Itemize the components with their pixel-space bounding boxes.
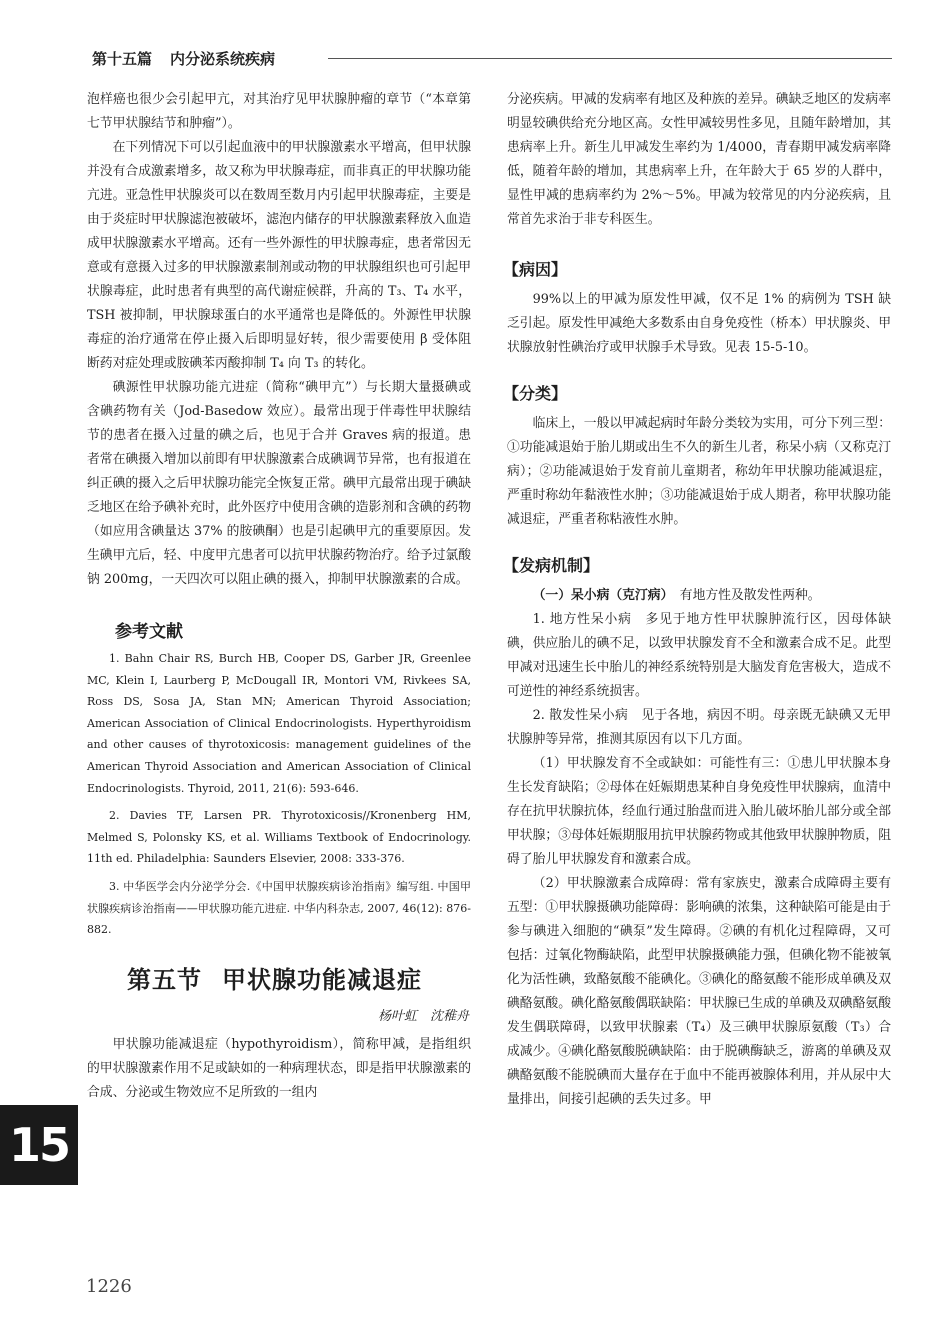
authors: 杨叶虹 沈稚舟 bbox=[377, 1008, 469, 1024]
paragraph: （1）甲状腺发育不全或缺如：可能性有三：①患儿甲状腺本身生长发育缺陷；②母体在妊娠期患某种自身免疫性甲状腺病，血清中存在抗甲状腺抗体，经血行通过胎盘而进入胎儿破坏胎儿部分或全部甲状腺；③母体妊娠期服用抗甲状腺药物或其他致甲状腺肿物质，阻碍了胎儿甲状腺发育和激素合成。 bbox=[507, 756, 891, 867]
header-rule bbox=[328, 58, 892, 59]
paragraph: （2）甲状腺激素合成障碍：常有家族史，激素合成障碍主要有五型：①甲状腺摄碘功能障碍：影响碘的浓集，这种缺陷可能是由于参与碘进入细胞的“碘泵”发生障碍。②碘的有机化过程障碍，又可包括：过氧化物酶缺陷，此型甲状腺摄碘能力强，但碘化物不能被氧化为活性碘，致酪氨酸不能碘化。③碘化的酪氨酸不能形成单碘及双碘酪氨酸。碘化酪氨酸偶联缺陷：甲状腺已生成的单碘及双碘酪氨酸发生偶联障碍，以致甲状腺素（T₄）及三碘甲状腺原氨酸（T₃）合成减少。④碘化酪氨酸脱碘缺陷：由于脱碘酶缺乏，游离的单碘及双碘酪氨酸不能脱碘而大量存在于血中不能再被腺体利用，并从尿中大量排出，间接引起碘的丢失过多。甲 bbox=[507, 876, 891, 1107]
reference-item: 3. 中华医学会内分泌学分会.《中国甲状腺疾病诊治指南》编写组. 中国甲状腺疾病诊治指南——甲状腺功能亢进症. 中华内科杂志, 2007, 46(12): 876-882. bbox=[87, 879, 471, 937]
chapter-tab: 15 bbox=[0, 1105, 78, 1185]
page-number: 1226 bbox=[86, 1276, 132, 1297]
header-title bbox=[92, 48, 275, 69]
paragraph: 甲状腺功能减退症（hypothyroidism），简称甲减，是指组织的甲状腺激素作用不足或缺如的一种病理状态，即是指甲状腺激素的合成、分泌或生物效应不足所致的一组内 bbox=[87, 1036, 471, 1100]
paragraph: 1. 地方性呆小病 多见于地方性甲状腺肿流行区，因母体缺碘，供应胎儿的碘不足，以致甲状腺发育不全和激素合成不足。此型甲减对迅速生长中胎儿的神经系统特别是大脑发育危害极大，造成不可逆性的神经系统损害。 bbox=[507, 612, 891, 699]
heading-etiology: 【病因】 bbox=[503, 260, 568, 279]
references-heading: 参考文献 bbox=[115, 622, 183, 642]
paragraph: 临床上，一般以甲减起病时年龄分类较为实用，可分下列三型：①功能减退始于胎儿期或出生不久的新生儿者，称呆小病（又称克汀病）；②功能减退始于发育前儿童期者，称幼年甲状腺功能减退症，严重时称幼年黏液性水肿；③功能减退始于成人期者，称甲状腺功能减退症，严重者称粘液性水肿。 bbox=[507, 416, 891, 527]
heading-classification: 【分类】 bbox=[503, 384, 568, 403]
section-name: 甲状腺功能减退症 bbox=[222, 964, 422, 994]
subheading-paragraph bbox=[507, 584, 891, 608]
left-column bbox=[87, 88, 471, 1105]
subheading-text: 有地方性及散发性两种。 bbox=[666, 588, 821, 603]
header-book-title: 内分泌系统疾病 bbox=[170, 50, 276, 68]
paragraph: 泡样癌也很少会引起甲亢，对其治疗见甲状腺肿瘤的章节（“本章第七节甲状腺结节和肿瘤”）。 bbox=[87, 92, 471, 131]
paragraph: 在下列情况下可以引起血液中的甲状腺激素水平增高，但甲状腺并没有合成激素增多，故又称为甲状腺毒症，而非真正的甲状腺功能亢进。亚急性甲状腺炎可以在数周至数月内引起甲状腺毒症，主要是由于炎症时甲状腺滤泡被破坏，滤泡内储存的甲状腺激素释放入血造成甲状腺激素水平增高。还有一些外源性的甲状腺毒症，患者常因无意或有意摄入过多的甲状腺激素制剂或动物的甲状腺组织也可引起甲状腺毒症，此时患者有典型的高代谢症候群，升高的 T₃、T₄ 水平，TSH 被抑制，甲状腺球蛋白的水平通常也是降低的。外源性甲状腺毒症的治疗通常在停止摄入后即明显好转，很少需要使用 β 受体阻断药对症处理或胺碘苯丙酸抑制 T₄ 向 T₃ 的转化。 bbox=[87, 140, 471, 371]
paragraph: 2. 散发性呆小病 见于各地，病因不明。母亲既无缺碘又无甲状腺肿等异常，推测其原因有以下几方面。 bbox=[507, 708, 891, 747]
paragraph: 碘源性甲状腺功能亢进症（简称“碘甲亢”）与长期大量摄碘或含碘药物有关（Jod-Basedow 效应）。最常出现于伴毒性甲状腺结节的患者在摄入过量的碘之后，也见于合并 Graves 病的报道。患者常在碘摄入增加以前即有甲状腺激素合成碘调节异常，也有报道在纠正碘的摄入之后甲状腺功能完全恢复正常。碘甲亢最常出现于碘缺乏地区在给予碘补充时，此外医疗中使用含碘的造影剂和含碘的药物（如应用含碘量达 37% 的胺碘酮）也是引起碘甲亢的重要原因。发生碘甲亢后，轻、中度甲亢患者可以抗甲状腺药物治疗。给予过氯酸钠 200mg，一天四次可以阻止碘的摄入，抑制甲状腺激素的合成。 bbox=[87, 380, 471, 587]
right-column bbox=[503, 88, 891, 1112]
paragraph: 分泌疾病。甲减的发病率有地区及种族的差异。碘缺乏地区的发病率明显较碘供给充分地区高。女性甲减较男性多见，且随年龄增加，其患病率上升。新生儿甲减发生率约为 1/4000，青春期甲减发病率降低，随着年龄的增加，其患病率上升，在年龄大于 65 岁的人群中，显性甲减的患病率约为 2%～5%。甲减为较常见的内分泌疾病，且常首先求治于非专科医生。 bbox=[507, 92, 891, 227]
section-number: 第五节 bbox=[127, 964, 202, 994]
running-header bbox=[92, 34, 892, 74]
section-title bbox=[127, 963, 471, 997]
subheading: （一）呆小病（克汀病） bbox=[532, 588, 667, 603]
reference-item: 2. Davies TF, Larsen PR. Thyrotoxicosis//Kronenberg HM, Melmed S, Polonsky KS, et al. Williams Textbook of Endocrinology. 11th ed. Philadelphia: Saunders Elsevier, 2008: 333-376. bbox=[87, 809, 471, 866]
paragraph: 99%以上的甲减为原发性甲减，仅不足 1% 的病例为 TSH 缺乏引起。原发性甲减绝大多数系由自身免疫性（桥本）甲状腺炎、甲状腺放射性碘治疗或甲状腺手术导致。见表 15-5-10。 bbox=[507, 292, 891, 355]
reference-item: 1. Bahn Chair RS, Burch HB, Cooper DS, Garber JR, Greenlee MC, Klein I, Laurberg P, McDougall IR, Montori VM, Rivkees SA, Ross DS, Sosa JA, Stan MN; American Thyroid Association; American Association of Clinical Endocrinologists. Hyperthyroidism and other causes of thyrotoxicosis: management guidelines of the American Thyroid Association and American Association of Clinical Endocrinologists. Thyroid, 2011, 21(6): 593-646. bbox=[87, 652, 471, 795]
header-part: 第十五篇 bbox=[92, 50, 153, 68]
heading-pathogenesis: 【发病机制】 bbox=[503, 556, 600, 575]
